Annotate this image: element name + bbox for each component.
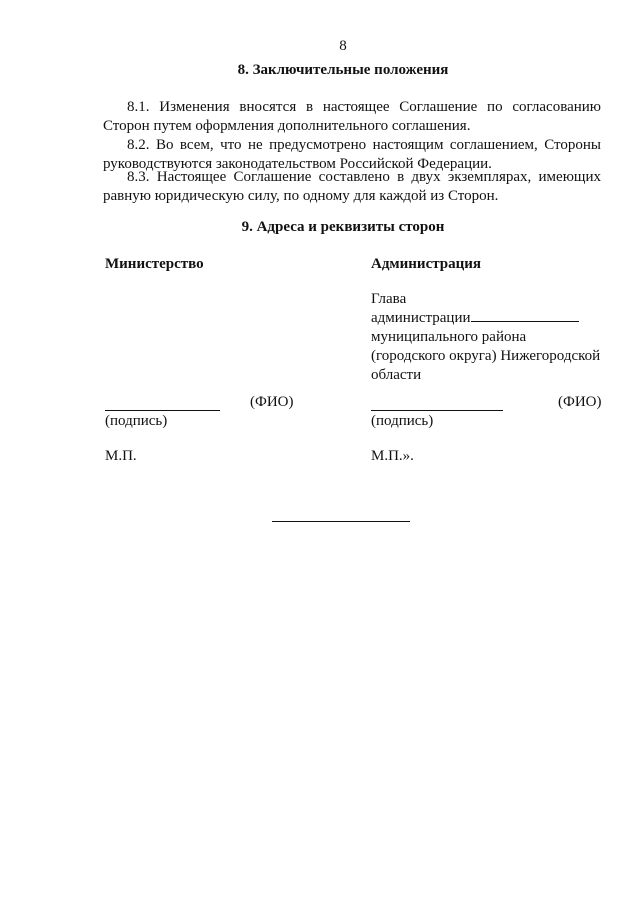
head-line-3: муниципального района xyxy=(371,329,527,345)
head-line-1: Глава xyxy=(371,291,407,307)
ministry-fio: (ФИО) xyxy=(250,394,294,410)
head-line-5: области xyxy=(371,367,422,383)
administration-signature-label: (подпись) xyxy=(371,413,434,429)
ministry-signature-line xyxy=(105,410,220,411)
head-name-blank xyxy=(471,309,579,322)
administration-head-block xyxy=(371,290,611,385)
paragraph-8-3: 8.3. Настоящее Соглашение составлено в двух экземплярах, имеющих равную юридическую силу, по одному для каждой из Сторон. xyxy=(103,169,601,204)
ministry-signature-label: (подпись) xyxy=(105,413,168,429)
page-number: 8 xyxy=(339,38,347,54)
section-9-title: 9. Адреса и реквизиты сторон xyxy=(241,219,445,235)
ministry-title: Министерство xyxy=(105,256,204,272)
paragraph-8-2: 8.2. Во всем, что не предусмотрено настоящим соглашением, Стороны руководствуются законодательством Российской Федерации. xyxy=(103,137,601,172)
administration-title: Администрация xyxy=(371,256,482,272)
head-line-4: (городского округа) Нижегородской xyxy=(371,348,601,364)
ministry-seal-mark: М.П. xyxy=(105,448,137,464)
paragraph-8-1: 8.1. Изменения вносятся в настоящее Соглашение по согласованию Сторон путем оформления дополнительного соглашения. xyxy=(103,99,601,134)
section-8-title: 8. Заключительные положения xyxy=(237,62,449,78)
head-line-2: администрации xyxy=(371,309,611,328)
administration-signature-line xyxy=(371,410,503,411)
administration-fio: (ФИО) xyxy=(558,394,602,410)
end-rule xyxy=(272,521,410,522)
administration-seal-mark: М.П.». xyxy=(371,448,414,464)
